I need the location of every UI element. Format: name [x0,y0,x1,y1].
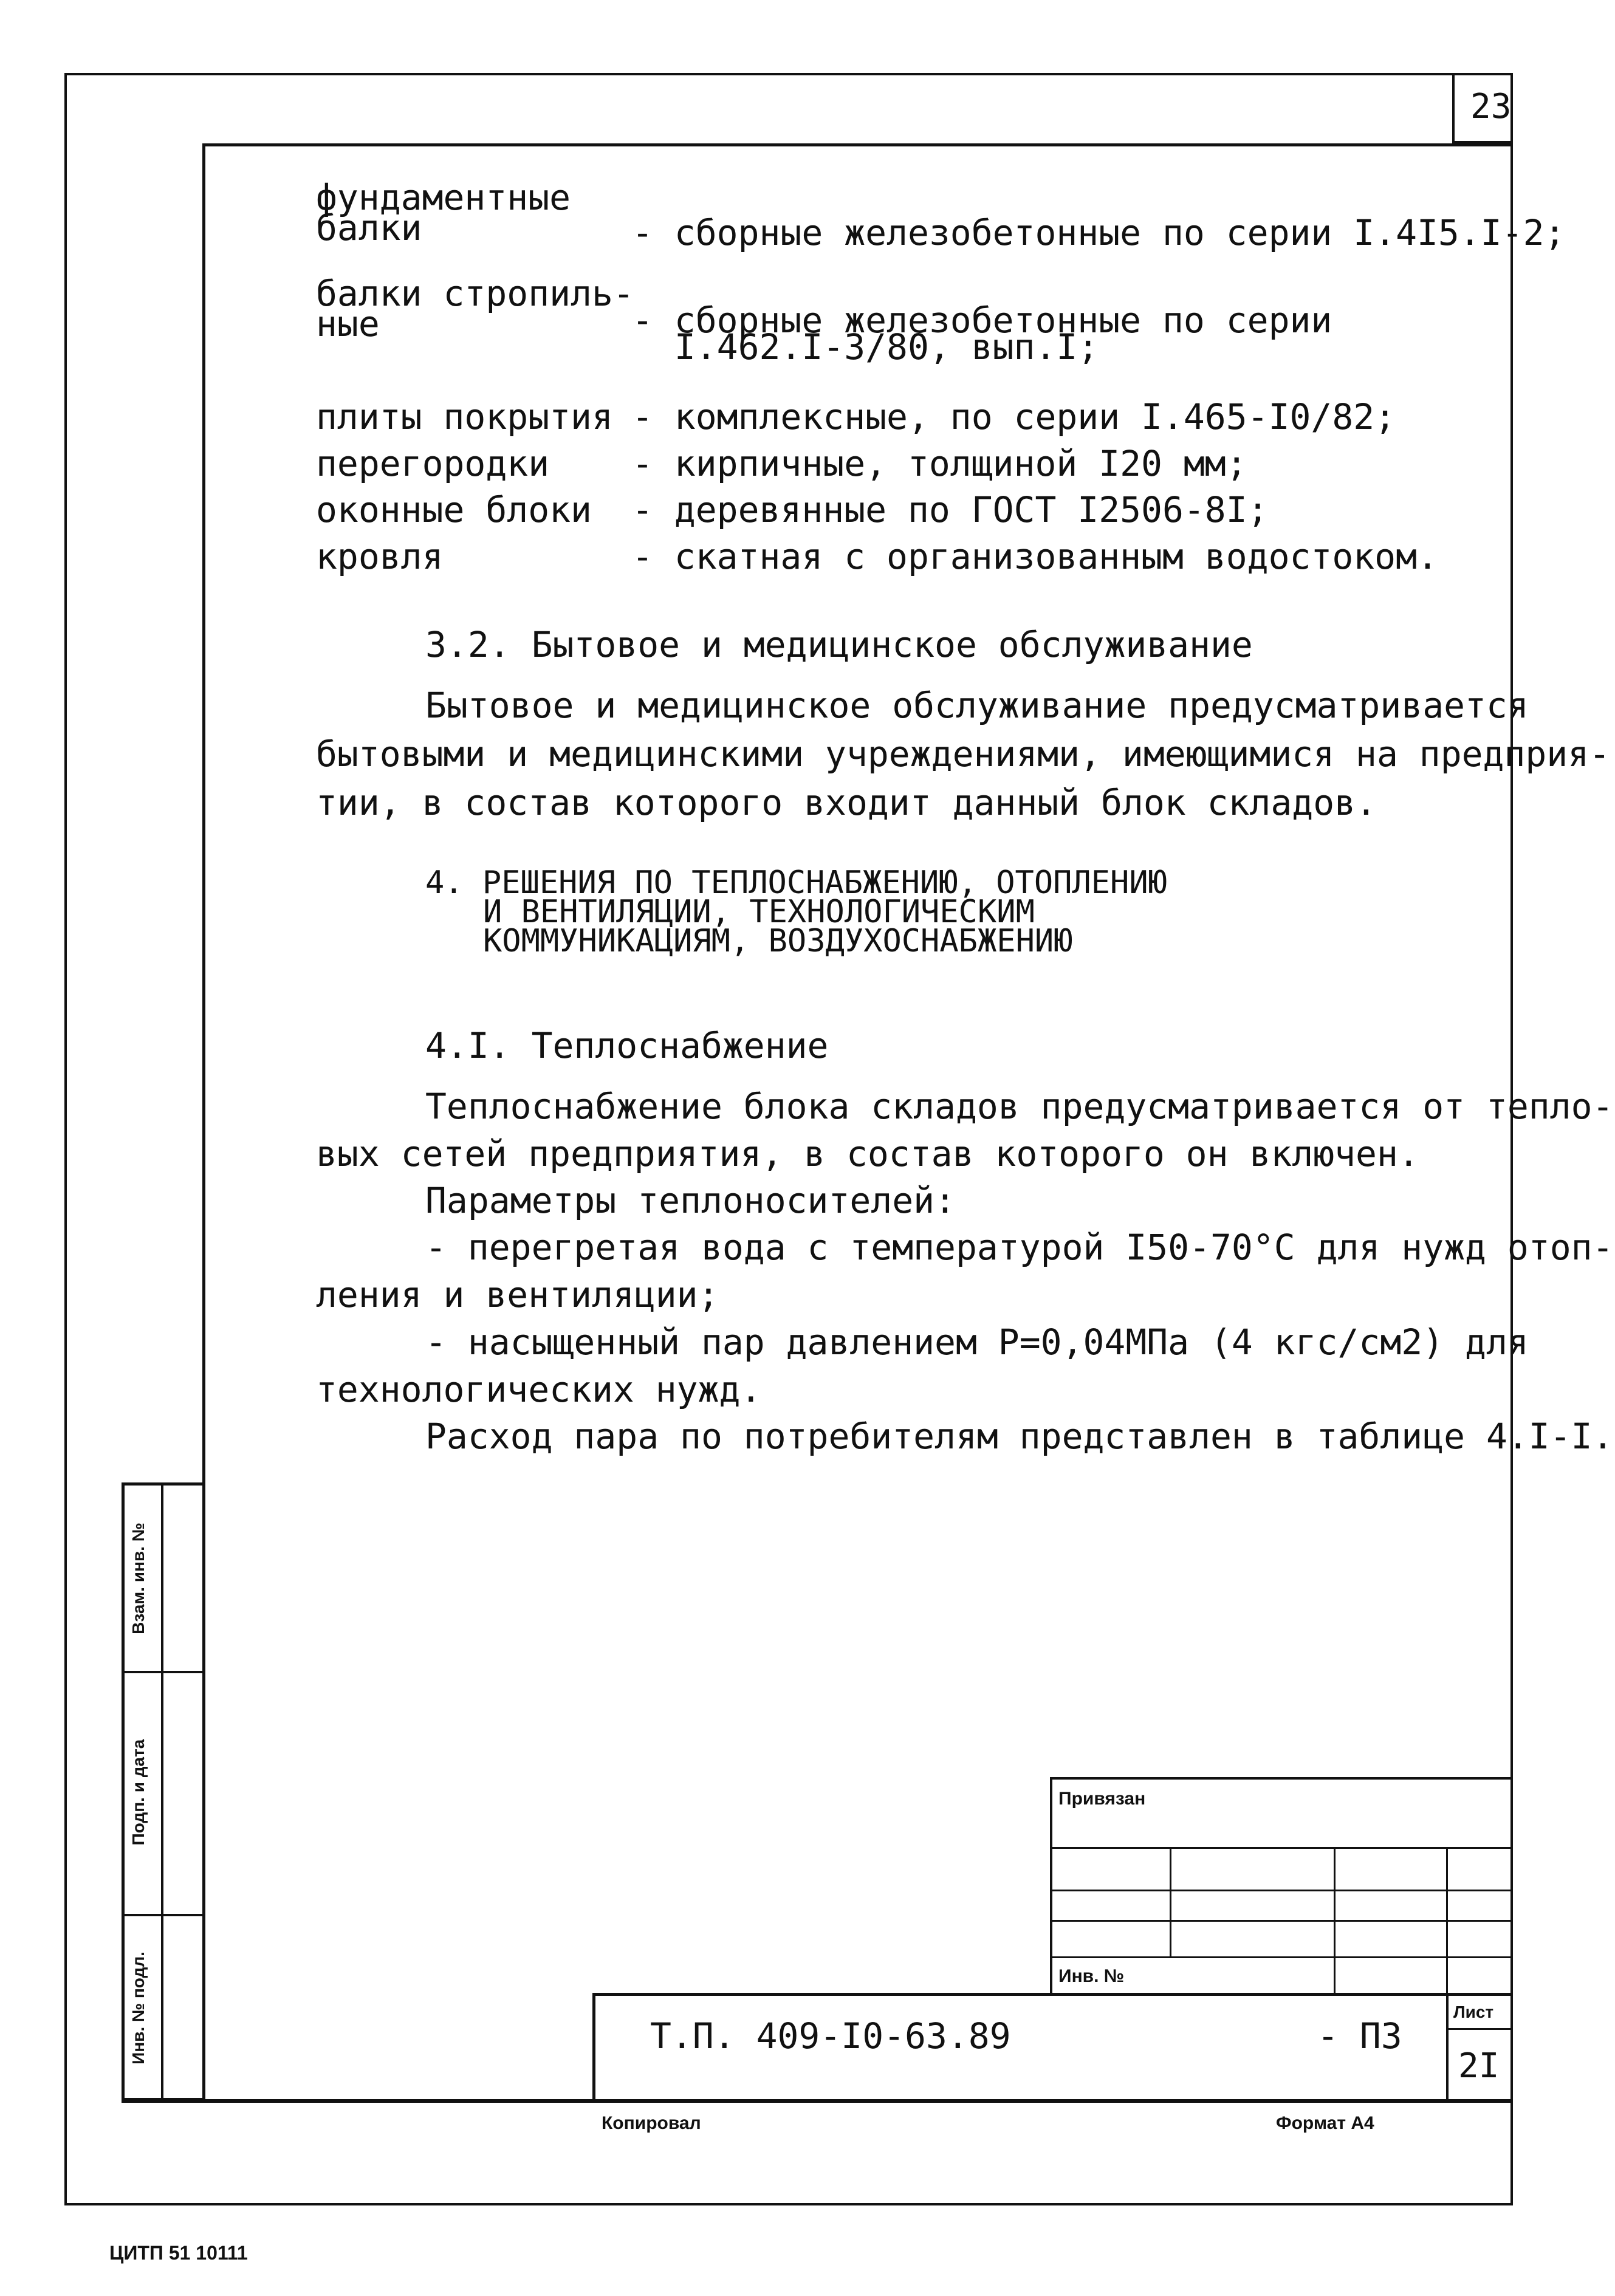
side-stamp-divider-vertical [161,1482,163,2101]
footer-format: Формат А4 [1276,2113,1374,2133]
sheet-number-top: 23 [1470,87,1512,126]
section-4-1-heading: 4.I. Теплоснабжение [425,1025,829,1066]
side-stamp-divider-1 [122,1671,205,1673]
title-block-list-number: 2I [1458,2046,1500,2086]
tb-list-v-line [1446,1993,1449,2102]
title-block-privyazan: Привязан [1058,1789,1146,1809]
section-4-heading-line-1: И ВЕНТИЛЯЦИИ, ТЕХНОЛОГИЧЕСКИМ [483,894,1035,930]
spec-value-1: - сборные железобетонные по серии I.462.I-3/80, вып.I; [632,300,1332,368]
spec-term-0: фундаментные балки [316,177,571,248]
tb-v-line-3 [1446,1847,1448,1993]
title-block-list-label: Лист [1453,2003,1494,2021]
spec-value-3: - кирпичные, толщиной I20 мм; [632,443,1247,484]
footer-kopiroval: Копировал [602,2113,701,2133]
section-4-1-line-6: технологических нужд. [316,1369,762,1410]
side-stamp-vzam-inv: Взам. инв. № [129,1523,148,1634]
section-3-2-line-2: тии, в состав которого входит данный блок складов. [316,782,1377,823]
outer-frame-bottom [64,2203,1513,2205]
section-4-1-line-5: - насыщенный пар давлением Р=0,04МПа (4 кгс/см2) для [425,1321,1529,1363]
footer-printer: ЦИТП 51 10111 [109,2242,248,2264]
tb-h-line-1 [1050,1847,1513,1849]
spec-term-4: оконные блоки [316,489,592,530]
tb-h-line-3 [1050,1920,1513,1922]
tb-v-line-1 [1170,1847,1171,1956]
tb-v-line-2 [1334,1847,1336,1993]
section-4-heading-line-0: 4. РЕШЕНИЯ ПО ТЕПЛОСНАБЖЕНИЮ, ОТОПЛЕНИЮ [425,865,1167,901]
spec-term-1: балки стропиль- ные [316,273,634,344]
spec-term-5: кровля [316,536,444,577]
section-4-1-line-0: Теплоснабжение блока складов предусматривается от тепло- [425,1086,1614,1127]
side-stamp-inv-podl: Инв. № подл. [129,1952,148,2065]
spec-term-2: плиты покрытия [316,396,613,437]
section-4-1-line-1: вых сетей предприятия, в состав которого он включен. [316,1133,1419,1174]
outer-frame-top [64,73,1513,75]
section-3-2-line-1: бытовыми и медицинскими учреждениями, имеющимися на предприя- [316,733,1611,775]
spec-value-4: - деревянные по ГОСТ I2506-8I; [632,489,1269,530]
tb-h-line-4 [1050,1956,1513,1958]
spec-value-2: - комплексные, по серии I.465-I0/82; [632,396,1396,437]
side-stamp-divider-2 [122,1914,205,1916]
title-block-doc-type: - ПЗ [1317,2015,1402,2057]
side-stamp-podp-data: Подп. и дата [129,1739,148,1846]
title-block-inv-no: Инв. № [1058,1966,1125,1986]
section-4-1-line-7: Расход пара по потребителям представлен в таблице 4.I-I. [425,1416,1614,1457]
spec-value-5: - скатная с организованным водостоком. [632,536,1438,577]
section-4-1-line-2: Параметры теплоносителей: [425,1180,956,1221]
spec-value-0: - сборные железобетонные по серии I.4I5.I-2; [632,212,1566,253]
inner-frame-top [202,143,1513,146]
section-4-heading-line-2: КОММУНИКАЦИЯМ, ВОЗДУХОСНАБЖЕНИЮ [483,923,1073,959]
outer-frame-left [64,73,67,2205]
section-3-2-heading: 3.2. Бытовое и медицинское обслуживание [425,624,1253,665]
tb-h-line-2 [1050,1890,1513,1891]
tb-list-h-line [1446,2028,1513,2030]
spec-term-3: перегородки [316,443,550,484]
section-3-2-line-0: Бытовое и медицинское обслуживание предусматривается [425,685,1529,726]
title-block-privyazan-grid [1050,1777,1513,1993]
title-block-doc-code: Т.П. 409-I0-63.89 [650,2015,1011,2057]
section-4-1-line-4: ления и вентиляции; [316,1274,719,1315]
section-4-1-line-3: - перегретая вода с температурой I50-70°С для нужд отоп- [425,1227,1614,1268]
